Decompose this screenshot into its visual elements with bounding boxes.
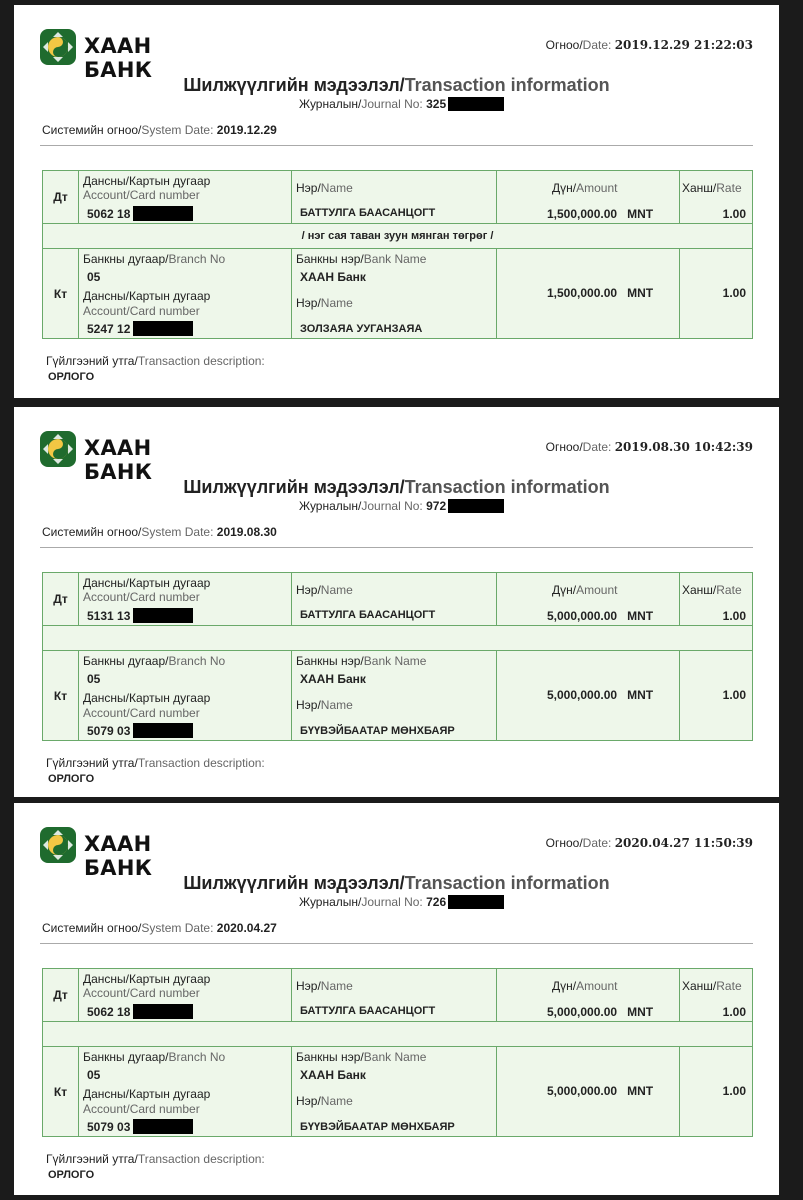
credit-name: БҮҮВЭЙБААТАР МӨНХБАЯР <box>300 1121 455 1133</box>
amount-in-words <box>43 1022 753 1047</box>
debit-amount: 5,000,000.00 MNT <box>547 1005 654 1019</box>
account-label-en: Account/Card number <box>83 1102 200 1116</box>
branch-label: Банкны дугаар/Branch No <box>83 252 226 266</box>
account-label-en: Account/Card number <box>83 188 200 202</box>
credit-amount: 5,000,000.00 MNT <box>547 1084 654 1098</box>
amount-words-row <box>43 224 753 249</box>
redaction-bar <box>448 499 504 513</box>
transaction-table <box>42 572 753 741</box>
credit-label: Кт <box>43 249 79 339</box>
khan-bank-logo-icon <box>40 29 76 65</box>
system-date: Системийн огноо/System Date: 2020.04.27 <box>42 921 277 935</box>
divider <box>40 943 753 944</box>
credit-rate: 1.00 <box>722 286 746 300</box>
transaction-description: ОРЛОГО <box>48 1169 95 1181</box>
name-label: Нэр/Name <box>296 583 353 597</box>
system-date: Системийн огноо/System Date: 2019.08.30 <box>42 525 277 539</box>
name-label: Нэр/Name <box>296 698 353 712</box>
redaction-bar <box>133 608 193 623</box>
debit-label: Дт <box>43 969 79 1022</box>
branch-label: Банкны дугаар/Branch No <box>83 654 226 668</box>
receipt-date: Огноо/Date: 2019.12.29 21:22:03 <box>545 38 753 52</box>
account-label-en: Account/Card number <box>83 706 200 720</box>
debit-account: 5131 13 <box>87 608 193 623</box>
redaction-bar <box>448 97 504 111</box>
receipt-date: Огноо/Date: 2020.04.27 11:50:39 <box>545 836 753 850</box>
receipt-1 <box>14 5 779 398</box>
credit-label: Кт <box>43 651 79 741</box>
debit-name: БАТТУЛГА БААСАНЦОГТ <box>300 207 436 219</box>
debit-label: Дт <box>43 171 79 224</box>
branch-label: Банкны дугаар/Branch No <box>83 1050 226 1064</box>
khan-bank-logo-icon <box>40 827 76 863</box>
bank-name-label: Банкны нэр/Bank Name <box>296 1050 427 1064</box>
account-label: Дансны/Картын дугаар <box>83 576 211 590</box>
bank-name: ХААН БАНК <box>84 832 153 880</box>
khan-bank-logo-icon <box>40 431 76 467</box>
name-label: Нэр/Name <box>296 181 353 195</box>
account-label: Дансны/Картын дугаар <box>83 174 211 188</box>
name-label: Нэр/Name <box>296 296 353 310</box>
credit-account: 5247 12 <box>87 321 193 336</box>
account-label-en: Account/Card number <box>83 986 200 1000</box>
debit-rate: 1.00 <box>722 1005 746 1019</box>
debit-name: БАТТУЛГА БААСАНЦОГТ <box>300 609 436 621</box>
receipt-3 <box>14 803 779 1195</box>
account-label: Дансны/Картын дугаар <box>83 691 211 705</box>
redaction-bar <box>133 723 193 738</box>
branch-number: 05 <box>87 270 101 284</box>
credit-rate: 1.00 <box>722 688 746 702</box>
credit-row <box>43 1047 753 1137</box>
divider <box>40 547 753 548</box>
receipt-title: Шилжүүлгийн мэдээлэл/Transaction information <box>183 873 610 893</box>
amount-words-row <box>43 626 753 651</box>
account-label: Дансны/Картын дугаар <box>83 1087 211 1101</box>
debit-row <box>43 171 753 224</box>
receipt-date: Огноо/Date: 2019.08.30 10:42:39 <box>545 440 753 454</box>
debit-account: 5062 18 <box>87 1004 193 1019</box>
name-label: Нэр/Name <box>296 1094 353 1108</box>
credit-name: БҮҮВЭЙБААТАР МӨНХБАЯР <box>300 725 455 737</box>
debit-rate: 1.00 <box>722 609 746 623</box>
rate-label: Ханш/Rate <box>682 583 742 597</box>
bank-name: ХААН БАНК <box>84 436 153 484</box>
credit-label: Кт <box>43 1047 79 1137</box>
debit-row <box>43 969 753 1022</box>
transaction-description: ОРЛОГО <box>48 371 95 383</box>
divider <box>40 145 753 146</box>
rate-label: Ханш/Rate <box>682 979 742 993</box>
account-label-en: Account/Card number <box>83 590 200 604</box>
transaction-table <box>42 170 753 339</box>
account-label: Дансны/Картын дугаар <box>83 289 211 303</box>
amount-in-words: / нэг сая таван зуун мянган төгрөг / <box>43 224 753 249</box>
debit-name: БАТТУЛГА БААСАНЦОГТ <box>300 1005 436 1017</box>
amount-words-row <box>43 1022 753 1047</box>
credit-bank-name: ХААН Банк <box>300 270 366 284</box>
credit-bank-name: ХААН Банк <box>300 672 366 686</box>
credit-name: ЗОЛЗАЯА УУГАНЗАЯА <box>300 323 423 335</box>
credit-bank-name: ХААН Банк <box>300 1068 366 1082</box>
bank-name-label: Банкны нэр/Bank Name <box>296 654 427 668</box>
credit-row <box>43 651 753 741</box>
credit-row <box>43 249 753 339</box>
transaction-description: ОРЛОГО <box>48 773 95 785</box>
debit-amount: 1,500,000.00 MNT <box>547 207 654 221</box>
credit-account: 5079 03 <box>87 1119 193 1134</box>
description-label: Гүйлгээний утга/Transaction description: <box>46 354 265 368</box>
account-label: Дансны/Картын дугаар <box>83 972 211 986</box>
amount-label: Дүн/Amount <box>552 583 618 597</box>
branch-number: 05 <box>87 1068 101 1082</box>
amount-label: Дүн/Amount <box>552 979 618 993</box>
debit-rate: 1.00 <box>722 207 746 221</box>
system-date: Системийн огноо/System Date: 2019.12.29 <box>42 123 277 137</box>
transaction-table <box>42 968 753 1137</box>
rate-label: Ханш/Rate <box>682 181 742 195</box>
credit-account: 5079 03 <box>87 723 193 738</box>
debit-amount: 5,000,000.00 MNT <box>547 609 654 623</box>
journal-number: Журналын/Journal No: 325 <box>299 97 504 111</box>
journal-number: Журналын/Journal No: 726 <box>299 895 504 909</box>
debit-label: Дт <box>43 573 79 626</box>
credit-amount: 5,000,000.00 MNT <box>547 688 654 702</box>
redaction-bar <box>133 1119 193 1134</box>
debit-row <box>43 573 753 626</box>
account-label-en: Account/Card number <box>83 304 200 318</box>
redaction-bar <box>133 1004 193 1019</box>
redaction-bar <box>448 895 504 909</box>
journal-number: Журналын/Journal No: 972 <box>299 499 504 513</box>
description-label: Гүйлгээний утга/Transaction description: <box>46 1152 265 1166</box>
credit-amount: 1,500,000.00 MNT <box>547 286 654 300</box>
receipt-2 <box>14 407 779 797</box>
description-label: Гүйлгээний утга/Transaction description: <box>46 756 265 770</box>
receipt-title: Шилжүүлгийн мэдээлэл/Transaction information <box>183 477 610 497</box>
amount-in-words <box>43 626 753 651</box>
receipt-title: Шилжүүлгийн мэдээлэл/Transaction information <box>183 75 610 95</box>
bank-name-label: Банкны нэр/Bank Name <box>296 252 427 266</box>
redaction-bar <box>133 321 193 336</box>
bank-name: ХААН БАНК <box>84 34 153 82</box>
redaction-bar <box>133 206 193 221</box>
credit-rate: 1.00 <box>722 1084 746 1098</box>
name-label: Нэр/Name <box>296 979 353 993</box>
amount-label: Дүн/Amount <box>552 181 618 195</box>
debit-account: 5062 18 <box>87 206 193 221</box>
branch-number: 05 <box>87 672 101 686</box>
